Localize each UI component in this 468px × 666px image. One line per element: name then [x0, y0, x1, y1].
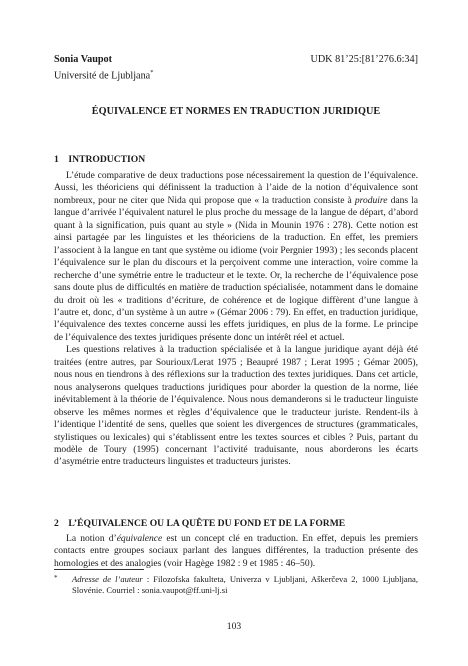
- paragraph-text: La notion d’: [66, 533, 117, 544]
- footnote-divider: [54, 569, 144, 570]
- author-affiliation: [54, 66, 418, 82]
- footnote: [54, 574, 418, 596]
- section-title: INTRODUCTION: [68, 154, 146, 165]
- paragraph: [54, 533, 418, 570]
- footnote-label: Adresse de l’auteur: [72, 574, 143, 584]
- emphasis-text: produire: [354, 194, 388, 206]
- paragraph: Les questions relatives à la traduction spécialisée et à la langue juridique ayant déjà été traitées (entre autres, par Sourioux/Lerat 1975 ; Beaupré 1987 ; Lerat 1995 ; Gémar 2005), nous nous en tiendrons à des réflexions sur la traduction des textes juridiques. Dans cet article, nous analyserons quelques traductions juridiques pour aborder la question de la norme, liée inévitablement à la théorie de l’équivalence. Nous nous demanderons si le traducteur linguiste observe les mêmes normes et règles d’équivalence que le traducteur juriste. Rendent-ils à l’identique l’identité de sens, quelles que soient les divergences de structures (grammaticales, stylistiques ou lexicales) qui s’établissent entre les textes sources et cibles ? Puis, partant du modèle de Toury (1995) concernant l’activité traduisante, nous aborderons les écarts d’asymétrie entre traducteurs linguistes et traducteurs juristes.: [54, 344, 418, 468]
- section-number: 2: [54, 518, 59, 529]
- paragraph-text: est un concept clé en traduction. En effet, depuis les premiers contacts entre groupes sociaux parlant des langues différentes, la traduction présente des homologies et des analogies (voir Hagège 1982 : 9 et 1985 : 46–50).: [54, 533, 418, 569]
- section-body-equivalence: [54, 533, 418, 570]
- author-name: Sonia Vaupot: [54, 54, 113, 65]
- section-heading-introduction: [54, 154, 418, 165]
- udk-classification: UDK 81’25:[81’276.6:34]: [310, 54, 418, 65]
- footnote-body: : Filozofska fakulteta, Univerza v Ljubljani, Aškerčeva 2, 1000 Ljubljana, Slovénie. Courriel : sonia.vaupot@ff.uni-lj.si: [72, 574, 419, 595]
- section-title: L’ÉQUIVALENCE OU LA QUÊTE DU FOND ET DE LA FORME: [68, 518, 346, 529]
- emphasis-text: équivalence: [116, 533, 163, 544]
- page-number: 103: [226, 621, 242, 632]
- affiliation-text: Université de Ljubljana: [54, 70, 151, 82]
- paragraph-text: L’étude comparative de deux traductions pose nécessairement la question de l’équivalence. Aussi, les théoriciens qui définissent la traduction à l’aide de la notion d’équivalence sont nombreux, pour ne citer que Nida qui propose que « la traduction consiste à: [54, 170, 418, 206]
- paragraph-text: dans la langue d’arrivée l’équivalent naturel le plus proche du message de la langue de départ, d’abord quant à la signification, puis quant au style » (Nida in Mounin 1976 : 278). Cette notion est ainsi partagée par les linguistes et les théoriciens de la traduction. En effet, les premiers l’associent à la langue en tant que système ou idiome (voir Pergnier 1993) ; les seconds placent l’équivalence sur le plan du discours et la perçoivent comme une interaction, voire comme la recherche d’une symétrie entre le traducteur et le texte. Or, la recherche de l’équivalence pose sans doute plus de difficultés en matière de traduction spécialisée, notamment dans le domaine du droit où les « traditions d’écriture, de cohérence et de logique diffèrent d’une langue à l’autre et, donc, d’un système à un autre » (Gémar 2006 : 79). En effet, en traduction juridique, l’équivalence des textes concerne aussi les effets juridiques, en plus de la forme. Le principe de l’équivalence des textes juridiques présente donc un intérêt réel et actuel.: [54, 194, 418, 343]
- footnote-text: [72, 574, 418, 596]
- section-number: 1: [54, 154, 59, 165]
- paragraph: [54, 170, 418, 344]
- affiliation-footnote-mark: *: [150, 69, 154, 76]
- article-title: ÉQUIVALENCE ET NORMES EN TRADUCTION JURIDIQUE: [91, 106, 381, 117]
- section-body-introduction: [54, 170, 418, 469]
- footnote-mark: *: [54, 574, 58, 582]
- article-header: [54, 53, 418, 82]
- section-heading-equivalence: [54, 518, 418, 529]
